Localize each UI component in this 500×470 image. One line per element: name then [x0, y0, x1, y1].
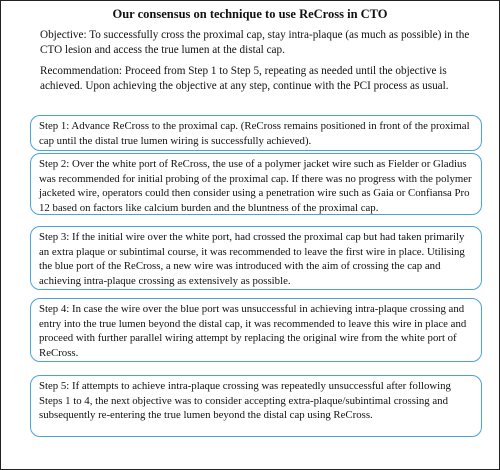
- recommendation-paragraph: Recommendation: Proceed from Step 1 to Step 5, repeating as needed until the objective is achieved. Upon achieving the objective at any step, continue with the PCI process as usual.: [40, 65, 449, 92]
- step-4-text: Step 4: In case the wire over the blue port was unsuccessful in achieving intra-plaque crossing and entry into the true lumen beyond the distal cap, it was recommended to leave this wire in place and proceed with further parallel wiring attempt by replacing the original wire from the white port of ReCross.: [39, 303, 467, 359]
- step-4-box: [30, 298, 482, 362]
- step-5-text: Step 5: If attempts to achieve intra-plaque crossing was repeatedly unsuccessful after following Steps 1 to 4, the next objective was to consider accepting extra-plaque/subintimal crossing and subsequently re-entering the true lumen beyond the distal cap using ReCross.: [39, 380, 451, 421]
- step-1-text: Step 1: Advance ReCross to the proximal cap. (ReCross remains positioned in front of the proximal cap until the distal true lumen wiring is successfully achieved).: [39, 120, 470, 147]
- page-title: Our consensus on technique to use ReCross in CTO: [112, 7, 388, 21]
- step-3-text: Step 3: If the initial wire over the white port, had crossed the proximal cap but had taken primarily an extra plaque or subintimal course, it was recommended to leave the first wire in place. Utilising the blue port of the ReCross, a new wire was introduced with the aim of crossing the cap and achieving intra-plaque crossing as extensively as possible.: [39, 231, 465, 287]
- step-5-box: [30, 375, 482, 437]
- step-3-box: [30, 226, 482, 290]
- objective-paragraph: Objective: To successfully cross the proximal cap, stay intra-plaque (as much as possible) in the CTO lesion and access the true lumen at the distal cap.: [40, 29, 470, 56]
- step-2-box: [30, 153, 482, 215]
- step-2-text: Step 2: Over the white port of ReCross, the use of a polymer jacket wire such as Fielder or Gladius was recommended for initial probing of the proximal cap. If there was no progress with the polymer jacketed wire, operators could then consider using a penetration wire such as Gaia or Confiansa Pro 12 based on factors like calcium burden and the bluntness of the proximal cap.: [39, 158, 472, 214]
- step-1-box: [30, 115, 482, 151]
